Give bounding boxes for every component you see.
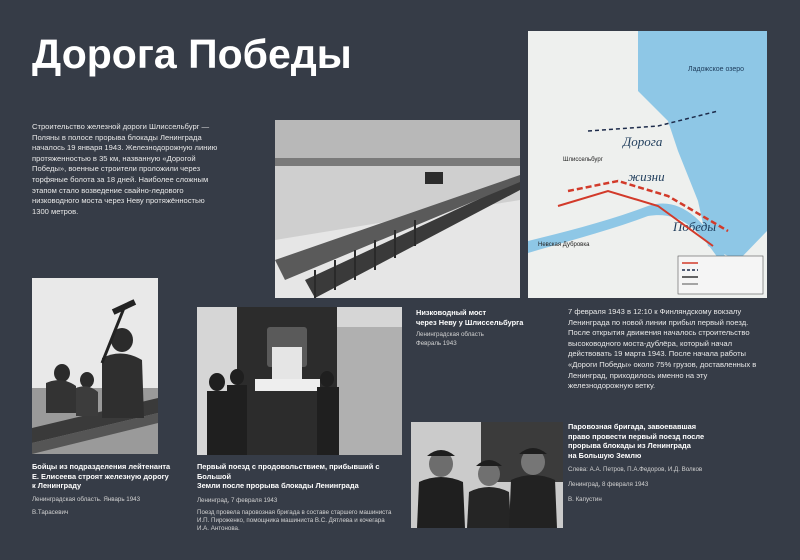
bridge-title-line1: Низководный мост bbox=[416, 308, 487, 317]
bridge-photo bbox=[275, 120, 520, 298]
map-road-word3: Победы bbox=[673, 219, 717, 234]
crew-title-line1: Паровозная бригада, завоевавшая bbox=[568, 422, 697, 431]
crew-photo bbox=[411, 422, 563, 528]
first-train-note-line1: Поезд провела паровозная бригада в составе старшего машиниста bbox=[197, 508, 392, 516]
bridge-place: Ленинградская область bbox=[416, 331, 484, 338]
intro-text: Строительство железной дороги Шлиссельбург — Поляны в полосе прорыва блокады Ленинграда началось 19 января 1943. Железнодорожную линию протяженностью в 35 км, названную «Дорогой Победы», военные строители проложили через торфяные болота за 18 дней. Наиболее сложным этапом стало возведение свайно-ледового низководного моста через Неву протяжённостью 1300 метров. bbox=[32, 122, 218, 216]
soldiers-caption bbox=[32, 462, 182, 517]
first-train-photo bbox=[197, 307, 402, 455]
first-train-place-date: Ленинград, 7 февраля 1943 bbox=[197, 496, 278, 504]
crew-place-date: Ленинград, 8 февраля 1943 bbox=[568, 481, 649, 488]
soldiers-title-line1: Бойцы из подразделения лейтенанта bbox=[32, 462, 171, 471]
map-road-word1: Дорога bbox=[623, 134, 663, 149]
map-road-word2: жизни bbox=[628, 169, 665, 184]
map-city2: Невская Дубровка bbox=[538, 242, 590, 248]
route-map bbox=[528, 31, 767, 298]
first-train-note-line2: И.П. Пироженко, помощника машиниста В.С. Дятлева и кочегара bbox=[197, 516, 385, 524]
crew-author: В. Капустин bbox=[568, 496, 602, 503]
soldiers-title-line3: к Ленинграду bbox=[32, 481, 82, 490]
first-train-title-line2: Земли после прорыва блокады Ленинграда bbox=[197, 481, 359, 490]
first-train-note-line3: И.А. Антонова. bbox=[197, 524, 240, 532]
page-title: Дорога Победы bbox=[32, 31, 352, 77]
map-city1: Шлиссельбург bbox=[563, 157, 603, 163]
crew-people: Слева: А.А. Петров, П.А.Федоров, И.Д. Волков bbox=[568, 466, 703, 473]
crew-title-line2: право провести первый поезд после bbox=[568, 431, 705, 441]
first-train-caption bbox=[197, 462, 407, 533]
soldiers-photo bbox=[32, 278, 158, 454]
soldiers-place-date: Ленинградская область. Январь 1943 bbox=[32, 495, 141, 503]
map-lake-label: Ладожское озеро bbox=[688, 66, 745, 73]
first-train-text: 7 февраля 1943 в 12:10 к Финляндскому вокзалу Ленинграда по новой линии прибыл первый поезд. После открытия движения началось строительство высоководного моста-дублёра, который начал действовать 19 марта 1943. После начала работы «Дороги Победы» около 75% грузов, доставленных в Ленинград, приходилось именно на эту железнодорожную ветку. bbox=[568, 307, 757, 391]
crew-title-line3: прорыва блокады из Ленинграда bbox=[568, 441, 691, 450]
bridge-date: Февраль 1943 bbox=[416, 340, 457, 347]
bridge-title-line2: через Неву у Шлиссельбурга bbox=[416, 317, 524, 327]
bridge-caption bbox=[416, 308, 526, 348]
crew-title-line4: на Большую Землю bbox=[568, 450, 642, 460]
crew-caption bbox=[568, 422, 763, 504]
first-train-title-line1: Первый поезд с продовольствием, прибывший с Большой bbox=[197, 462, 380, 481]
soldiers-author: В.Тарасевич bbox=[32, 508, 69, 516]
soldiers-title-line2: Е. Елисеева строят железную дорогу bbox=[32, 471, 169, 481]
